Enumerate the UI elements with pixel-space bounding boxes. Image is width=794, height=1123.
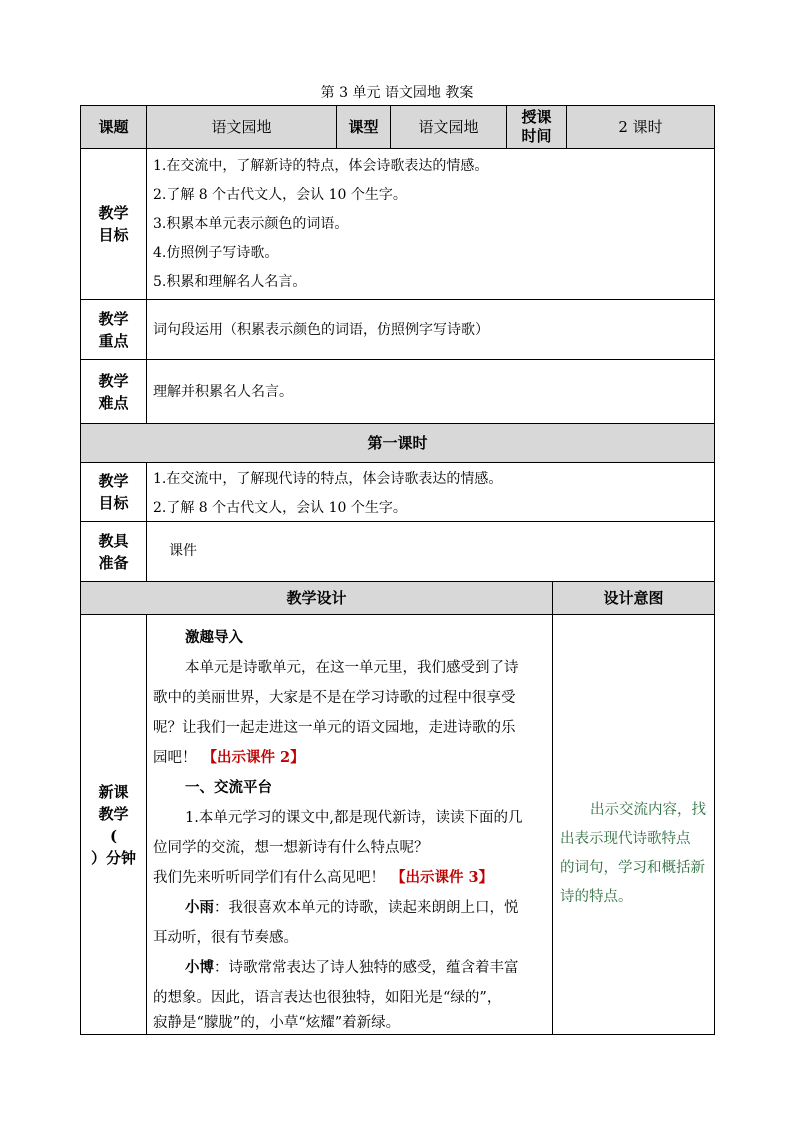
lesson-goal-item: 2.了解 8 个古代文人，会认 10 个生字。 [153,500,407,516]
table-border [80,614,715,615]
design-column-header: 教学设计 [286,589,347,607]
intro-last-text: 园吧！ [153,750,197,766]
document-title: 第 3 单元 语文园地 教案 [320,85,474,101]
table-border [146,614,147,1034]
tools-label-line: 教具 [98,531,129,550]
intro-line: 歌中的美丽世界，大家是不是在学习诗歌的过程中很享受 [153,690,516,706]
xiaoyu-line: 耳动听，很有节奏感。 [153,930,298,946]
type-label: 课型 [348,118,379,136]
time-label [507,106,566,148]
intent-line: 出表示现代诗歌特点 [560,831,691,847]
lesson-goal-item: 1.在交流中，了解现代诗的特点，体会诗歌表达的情感。 [153,471,503,487]
keypoints-label-line: 教学 [98,309,129,328]
time-label-line: 时间 [521,127,552,145]
table-border [80,299,715,300]
tools-label [81,522,146,581]
goal-item: 5.积累和理解名人名言。 [153,274,307,290]
xiaobo-line: 寂静是“朦胧”的，小草“炫耀”着新绿。 [153,1015,401,1031]
xiaoyu-text: ：我很喜欢本单元的诗歌，读起来朗朗上口，悦 [214,900,519,916]
table-border [714,105,715,1035]
xiaobo-text: ：诗歌常常表达了诗人独特的感受，蕴含着丰富 [214,960,519,976]
xiaobo-line [185,953,519,983]
intent-column-header: 设计意图 [603,589,664,607]
goal-item: 2.了解 8 个古代文人，会认 10 个生字。 [153,187,407,203]
time-label-line: 授课 [521,108,552,126]
exchange-line: 位同学的交流，想一想新诗有什么特点呢？ [153,840,429,856]
lesson-goals-label-line: 教学 [98,472,129,490]
exchange-line: 1.本单元学习的课文中,都是现代新诗，读读下面的几 [185,810,523,826]
table-border [80,462,715,463]
listen-line [153,863,493,893]
table-border [80,148,715,149]
keypoints-text: 词句段运用（积累表示颜色的词语，仿照例字写诗歌） [153,322,489,338]
listen-text: 我们先来听听同学们有什么高见吧！ [153,870,385,886]
table-border [552,581,553,1034]
intent-line: 的词句，学习和概括新 [560,860,705,876]
difficulties-label-line: 难点 [98,393,129,412]
difficulties-label-line: 教学 [98,371,129,390]
tools-label-line: 准备 [98,553,129,572]
section-one-heading: 一、交流平台 [185,779,272,796]
goal-item: 1.在交流中，了解新诗的特点，体会诗歌表达的情感。 [153,158,489,174]
new-lesson-label-line: 教学 [98,804,129,823]
difficulties-label [81,360,146,423]
xiaobo-name: 小博 [185,959,214,976]
table-border [80,359,715,360]
table-border [146,105,147,423]
new-lesson-label-line: ( [109,826,118,845]
keypoints-label [81,300,146,359]
keypoints-label-line: 重点 [98,331,129,350]
slide-2-marker: 【出示课件 2】 [202,749,305,766]
new-lesson-label-line: ）分钟 [90,848,136,867]
new-lesson-label-line: 新课 [98,782,129,801]
tools-value: 课件 [169,543,197,559]
goal-item: 4.仿照例子写诗歌。 [153,245,279,261]
table-border [146,462,147,581]
type-value: 语文园地 [418,118,479,136]
intro-line: 呢？让我们一起走进这一单元的语文园地，走进诗歌的乐 [153,720,516,736]
lesson-goals-label-line: 目标 [98,494,129,512]
lesson-one-title: 第一课时 [367,434,428,452]
goal-item: 3.积累本单元表示颜色的词语。 [153,216,349,232]
slide-3-marker: 【出示课件 3】 [391,869,494,886]
difficulties-text: 理解并积累名人名言。 [153,384,293,400]
topic-value: 语文园地 [211,118,272,136]
lesson-goals-label [81,463,146,521]
section-intro-heading: 激趣导入 [185,629,243,646]
xiaoyu-name: 小雨 [185,899,214,916]
xiaoyu-line [185,893,519,923]
goals-label-line: 目标 [98,226,129,244]
time-value: 2 课时 [618,118,663,136]
goals-label-line: 教学 [98,204,129,222]
new-lesson-label [81,615,146,1034]
intro-last-line [153,743,305,773]
xiaobo-line: 的想象。因此，语言表达也很独特，如阳光是“绿的”， [153,990,502,1006]
intent-line: 诗的特点。 [560,889,633,905]
intent-line: 出示交流内容，找 [590,802,706,818]
goals-label [81,149,146,299]
intro-line: 本单元是诗歌单元，在这一单元里，我们感受到了诗 [185,660,519,676]
topic-label: 课题 [98,118,129,136]
